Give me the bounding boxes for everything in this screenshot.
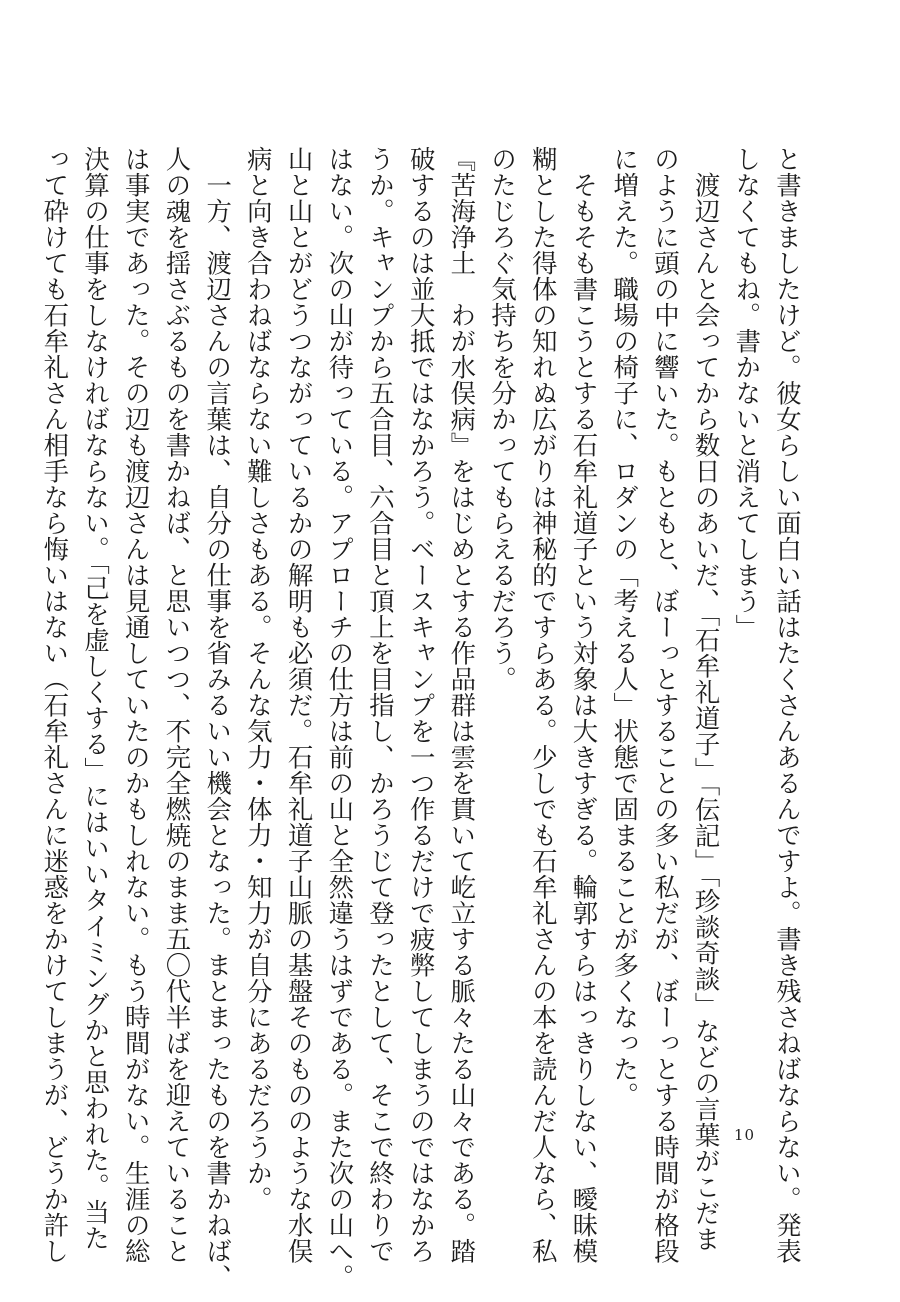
text-line: 山と山とがどうつながっているかの解明も必須だ。石牟礼道子山脈の基盤そのもののような水俣 xyxy=(284,146,315,1264)
text-line: のように頭の中に響いた。もともと、ぼーっとすることの多い私だが、ぼーっとする時間が格段 xyxy=(650,146,681,1264)
page-number: 10 xyxy=(734,1126,756,1144)
text-line: 病と向き合わねばならない難しさもある。そんな気力・体力・知力が自分にあるだろうか。 xyxy=(243,146,274,1212)
text-line: に増えた。職場の椅子に、ロダンの「考える人」状態で固まることが多くなった。 xyxy=(610,146,641,1108)
text-line: 『苦海浄土 わが水俣病』をはじめとする作品群は雲を貫いて屹立する脈々たる山々である。踏 xyxy=(447,146,478,1264)
text-line: と書きましたけど。彼女らしい面白い話はたくさんあるんですよ。書き残さねばならない。発表 xyxy=(773,146,803,1264)
text-line: しなくてもね。書かないと消えてしまう」 xyxy=(732,146,763,640)
text-line: のたじろぐ気持ちを分かってもらえるだろう。 xyxy=(488,146,519,692)
text-line: 決算の仕事をしなければならない。「己を虚しくする」にはいいタイミングかと思われた。当た xyxy=(81,146,112,1252)
text-line: って砕けても石牟礼さん相手なら悔いはない（石牟礼さんに迷惑をかけてしまうが、どうか許し xyxy=(40,146,71,1264)
text-line: は事実であった。その辺も渡辺さんは見通していたのかもしれない。もう時間がない。生涯の総 xyxy=(121,146,152,1264)
text-line: 渡辺さんと会ってから数日のあいだ、「石牟礼道子」「伝記」「珍談奇談」などの言葉がこだま xyxy=(691,146,722,1252)
text-line: はない。次の山が待っている。アプローチの仕方は前の山と全然違うはずである。また次の山へ。 xyxy=(325,146,356,1290)
text-line: うか。キャンプから五合目、六合目と頂上を目指し、かろうじて登ったとして、そこで終わりで xyxy=(365,146,396,1264)
text-line: 人の魂を揺さぶるものを書かねば、と思いつつ、不完全燃焼のまま五〇代半ばを迎えていること xyxy=(162,146,193,1264)
text-line: そもそも書こうとする石牟礼道子という対象は大きすぎる。輪郭すらはっきりしない、曖昧模 xyxy=(569,146,600,1264)
text-line: 破するのは並大抵ではなかろう。ベースキャンプを一つ作るだけで疲弊してしまうのではなかろ xyxy=(406,146,437,1264)
text-line: 一方、渡辺さんの言葉は、自分の仕事を省みるいい機会となった。まとまったものを書かねば、 xyxy=(203,146,234,1290)
text-line: 糊とした得体の知れぬ広がりは神秘的ですらある。少しでも石牟礼さんの本を読んだ人なら、私 xyxy=(528,146,559,1264)
